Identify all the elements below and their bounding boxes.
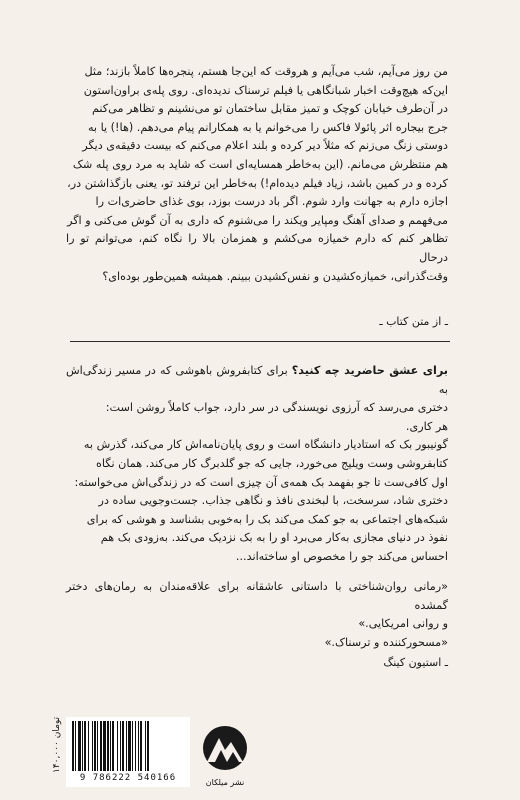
excerpt-line: تظاهر کنم که دارم خمیازه می‌کشم و همزمان بالا را نگاه کنم، می‌توانم تو را درحال [66,232,448,264]
barcode-digits: 9 786222 540166 [79,773,177,783]
publisher-logo-icon [197,722,253,782]
blurb-line: گونیبور بک که استادیار دانشگاه است و روی پایان‌نامه‌اش کار می‌کند، گذرش به [83,438,448,452]
book-excerpt [66,63,448,286]
blurb-question: برای عشق حاضرید چه کنید؟ [291,364,448,377]
blurb-line: اول کافی‌ست تا جو بفهمد بک همه‌ی آن چیزی است که در زندگی‌اش می‌خواسته: [74,475,448,489]
excerpt-line: این‌که هیچ‌وقت اخبار شبانگاهی یا فیلم ترسناک ندیده‌ای. روی پله‌ی براون‌استون [83,83,448,97]
book-blurb [66,362,448,567]
excerpt-line: اجازه دارم به جهانت وارد شوم. اگر باد درست بوزد، بوی غذای حاضری‌ات را [95,195,448,209]
excerpt-line: دوستی زنگ می‌زنم که مثلاً دیر کرده و بلند اعلام می‌کنم که بیست دقیقه‌ی دیگر [82,139,448,153]
blurb-line: احساس می‌کند جو را مخصوص او ساخته‌اند... [235,549,448,563]
quote-line: «مسحورکننده و ترسناک.» [324,636,448,649]
quote-line: «رمانی روان‌شناختی با داستانی عاشقانه برای علاقه‌مندان به رمان‌های دختر گمشده [66,580,448,612]
quote-author: ـ استیون کینگ [383,656,448,669]
excerpt-source: ـ از متن کتاب ـ [379,315,448,328]
excerpt-line: کرده و در کمین باشد، زیاد فیلم دیده‌ام!) به‌خاطر این ترفند تو، یعنی بازگذاشتن در، [67,176,448,190]
excerpt-line: من روز می‌آیم، شب می‌آیم و هروقت که این‌جا هستم، پنجره‌ها کاملاً بازند؛ مثل [84,65,448,78]
excerpt-line: هم منتظرش می‌مانم. (این به‌خاطر همسایه‌ای است که شاید به مرد روی پله شک [72,157,448,171]
blurb-line [66,362,448,399]
excerpt-line: در آن‌طرف خیابان کوچک و تمیز مقابل ساختمان تو می‌نشینم و تظاهر می‌کنم [91,102,448,116]
quote-line: و روانی امریکایی.» [358,617,448,631]
excerpt-line: جرج بیجاره اثر پائولا فاکس را می‌خوانم یا به همکارانم پیام می‌دهم. (ها!) یا به [87,120,448,134]
review-quote [66,578,448,634]
excerpt-line: وقت‌گذرانی، خمیازه‌کشیدن و نفس‌کشیدن ببینم. همیشه همین‌طور بوده‌ای؟ [102,269,448,283]
section-divider [70,341,450,342]
blurb-line: نفوذ در دنیای مجازی به‌کار می‌برد او را به بک نزدیک می‌کند. به‌زودی بک هم [100,531,448,545]
blurb-line: شبکه‌های اجتماعی به جو کمک می‌کند بک را به‌خوبی بشناسد و هوشی که برای [86,512,448,526]
blurb-line: دختری شاد، سرسخت، با لبخندی نافذ و نگاهی جذاب. جست‌وجویی ساده در [98,494,448,508]
blurb-line: دختری می‌رسد که آرزوی نویسندگی در سر دارد، جواب کاملاً روشن است: [105,401,448,415]
blurb-line-text: برای کتابفروش باهوشی که در مسیر زندگی‌اش به [66,364,448,396]
barcode-bars [70,721,186,773]
publisher-name: نشر میلکان [205,778,245,787]
review-quote-king [66,634,448,653]
price-label: ۱۴۰,۰۰۰ تومان [52,716,62,774]
blurb-line: کتابفروشی وست ویلیج می‌خورد، جایی که جو گلدبرگ کار می‌کند. همان نگاه [96,456,448,470]
excerpt-line: می‌فهمم و صدای آهنگ ومپایر ویکند را می‌شنوم که داری به آن گوش می‌کنی و اگر [67,213,448,227]
isbn-barcode [66,717,190,787]
blurb-line: هر کاری. [405,419,448,433]
